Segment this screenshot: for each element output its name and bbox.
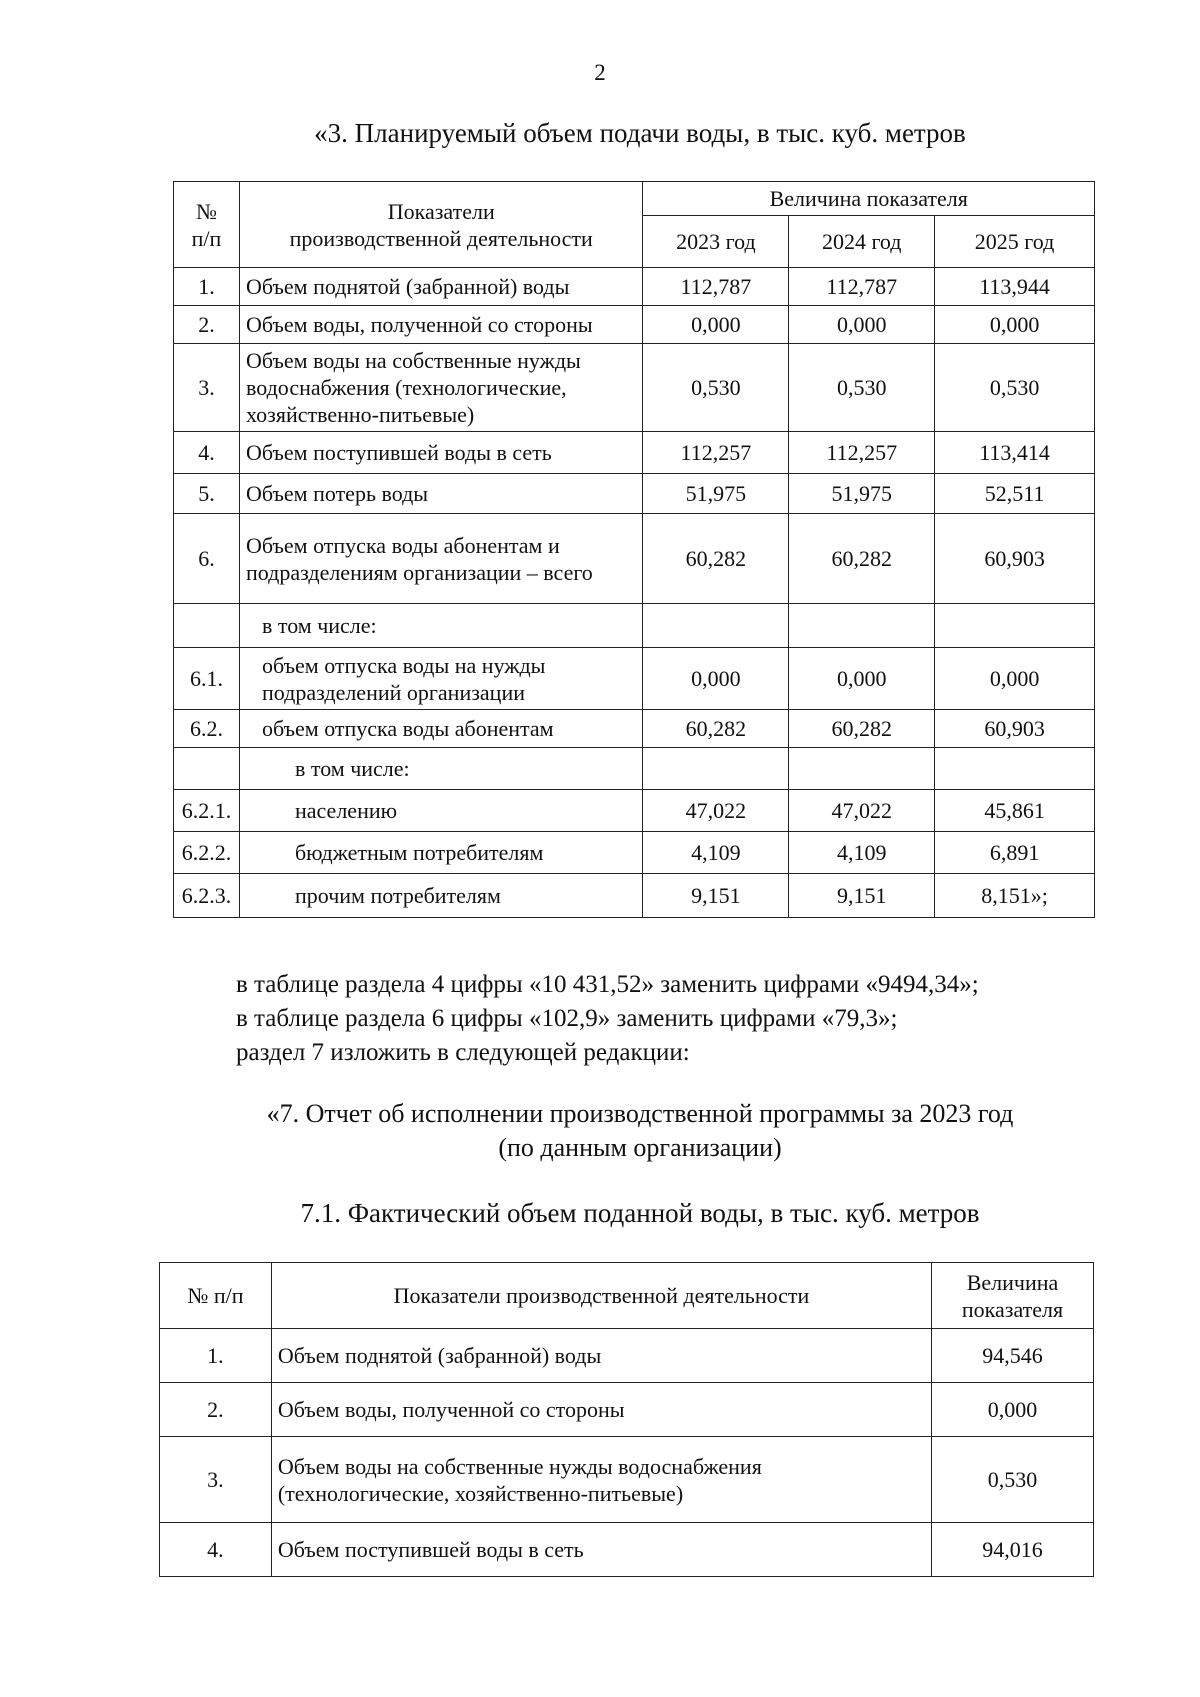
- row-num: [174, 748, 240, 790]
- table-row: [174, 268, 1095, 306]
- table-row: [160, 1329, 1094, 1383]
- header-value: Величина показателя: [932, 1263, 1094, 1329]
- header-value-group: Величина показателя: [643, 182, 1095, 216]
- table-row: [174, 648, 1095, 710]
- value-2025: [935, 748, 1095, 790]
- header-num: № п/п: [160, 1263, 272, 1329]
- row-label: бюджетным потребителям: [239, 832, 642, 874]
- value-2024: 0,530: [789, 344, 935, 432]
- table-row: [174, 306, 1095, 344]
- header-year-2023: 2023 год: [643, 216, 789, 268]
- table-row: [174, 874, 1095, 918]
- value-2023: 51,975: [643, 474, 789, 514]
- row-label: Объем воды, полученной со стороны: [271, 1383, 931, 1437]
- value-2025: 8,151»;: [935, 874, 1095, 918]
- value-2023: 0,530: [643, 344, 789, 432]
- row-num: 6.2.1.: [174, 790, 240, 832]
- table-row: [160, 1437, 1094, 1523]
- value-2024: 60,282: [789, 514, 935, 604]
- value-2023: [643, 604, 789, 648]
- header-year-2025: 2025 год: [935, 216, 1095, 268]
- amendment-paragraphs: [236, 968, 979, 1070]
- actual-water-supply-table: [159, 1262, 1094, 1577]
- table-row: [174, 432, 1095, 474]
- row-label: Объем воды на собственные нужды водоснабжения (технологические, хозяйственно-питьевые): [271, 1437, 931, 1523]
- table-row: [174, 604, 1095, 648]
- row-value: 0,530: [932, 1437, 1094, 1523]
- row-num: 6.: [174, 514, 240, 604]
- value-2024: [789, 604, 935, 648]
- table-row: [160, 1383, 1094, 1437]
- value-2025: 52,511: [935, 474, 1095, 514]
- row-num: 1.: [160, 1329, 272, 1383]
- row-num: 2.: [174, 306, 240, 344]
- value-2023: 60,282: [643, 710, 789, 748]
- value-2024: 60,282: [789, 710, 935, 748]
- value-2023: 112,257: [643, 432, 789, 474]
- row-num: 3.: [160, 1437, 272, 1523]
- row-label: Объем воды, полученной со стороны: [239, 306, 642, 344]
- value-2025: 0,530: [935, 344, 1095, 432]
- row-num: 2.: [160, 1383, 272, 1437]
- row-label: Объем воды на собственные нужды водоснабжения (технологические, хозяйственно-питьевые): [239, 344, 642, 432]
- row-num: 5.: [174, 474, 240, 514]
- table-row: [174, 514, 1095, 604]
- section7-title-line1: «7. Отчет об исполнении производственной программы за 2023 год: [266, 1099, 1014, 1128]
- row-num: 6.2.: [174, 710, 240, 748]
- header-year-2024: 2024 год: [789, 216, 935, 268]
- row-label: прочим потребителям: [239, 874, 642, 918]
- table-row: [174, 710, 1095, 748]
- section7-title-line2: (по данным организации): [498, 1133, 782, 1162]
- table-row: [174, 790, 1095, 832]
- table-row: [174, 748, 1095, 790]
- value-2023: [643, 748, 789, 790]
- row-label: Объем отпуска воды абонентам и подразделениям организации – всего: [239, 514, 642, 604]
- value-2024: 4,109: [789, 832, 935, 874]
- paragraph: раздел 7 изложить в следующей редакции:: [236, 1039, 690, 1066]
- header-indicator: Показатели производственной деятельности: [239, 182, 642, 268]
- value-2023: 47,022: [643, 790, 789, 832]
- value-2024: 112,787: [789, 268, 935, 306]
- row-value: 0,000: [932, 1383, 1094, 1437]
- row-num: 1.: [174, 268, 240, 306]
- table-row: [174, 474, 1095, 514]
- row-num: 4.: [174, 432, 240, 474]
- value-2023: 0,000: [643, 648, 789, 710]
- value-2025: 113,414: [935, 432, 1095, 474]
- table-row: [174, 832, 1095, 874]
- row-num: 6.2.2.: [174, 832, 240, 874]
- value-2024: 0,000: [789, 306, 935, 344]
- section71-title: 7.1. Фактический объем поданной воды, в тыс. куб. метров: [300, 1198, 980, 1228]
- row-label: Объем поступившей воды в сеть: [239, 432, 642, 474]
- value-2025: 0,000: [935, 306, 1095, 344]
- value-2023: 0,000: [643, 306, 789, 344]
- row-label: в том числе:: [239, 604, 642, 648]
- paragraph: в таблице раздела 6 цифры «102,9» заменить цифрами «79,3»;: [236, 1005, 898, 1032]
- row-value: 94,016: [932, 1523, 1094, 1577]
- value-2024: 47,022: [789, 790, 935, 832]
- section3-title: «3. Планируемый объем подачи воды, в тыс. куб. метров: [314, 118, 966, 148]
- table-row: [160, 1523, 1094, 1577]
- row-label: объем отпуска воды абонентам: [239, 710, 642, 748]
- row-label: в том числе:: [239, 748, 642, 790]
- value-2024: 112,257: [789, 432, 935, 474]
- row-num: [174, 604, 240, 648]
- row-label: Объем потерь воды: [239, 474, 642, 514]
- value-2025: 0,000: [935, 648, 1095, 710]
- page-number: 2: [594, 60, 606, 85]
- header-indicator: Показатели производственной деятельности: [271, 1263, 931, 1329]
- row-label: Объем поднятой (забранной) воды: [271, 1329, 931, 1383]
- planned-water-supply-table: [173, 181, 1095, 918]
- row-num: 6.1.: [174, 648, 240, 710]
- row-value: 94,546: [932, 1329, 1094, 1383]
- row-label: объем отпуска воды на нужды подразделений организации: [239, 648, 642, 710]
- value-2025: 6,891: [935, 832, 1095, 874]
- value-2025: 60,903: [935, 514, 1095, 604]
- value-2025: 113,944: [935, 268, 1095, 306]
- value-2024: 51,975: [789, 474, 935, 514]
- value-2024: [789, 748, 935, 790]
- row-label: Объем поднятой (забранной) воды: [239, 268, 642, 306]
- section7-title: [0, 1097, 1200, 1165]
- value-2025: [935, 604, 1095, 648]
- value-2023: 4,109: [643, 832, 789, 874]
- row-label: населению: [239, 790, 642, 832]
- value-2024: 9,151: [789, 874, 935, 918]
- value-2023: 112,787: [643, 268, 789, 306]
- value-2023: 9,151: [643, 874, 789, 918]
- row-num: 6.2.3.: [174, 874, 240, 918]
- paragraph: в таблице раздела 4 цифры «10 431,52» заменить цифрами «9494,34»;: [236, 971, 979, 998]
- value-2024: 0,000: [789, 648, 935, 710]
- table-row: [174, 344, 1095, 432]
- value-2025: 60,903: [935, 710, 1095, 748]
- row-label: Объем поступившей воды в сеть: [271, 1523, 931, 1577]
- value-2023: 60,282: [643, 514, 789, 604]
- row-num: 3.: [174, 344, 240, 432]
- header-num: № п/п: [174, 182, 240, 268]
- row-num: 4.: [160, 1523, 272, 1577]
- value-2025: 45,861: [935, 790, 1095, 832]
